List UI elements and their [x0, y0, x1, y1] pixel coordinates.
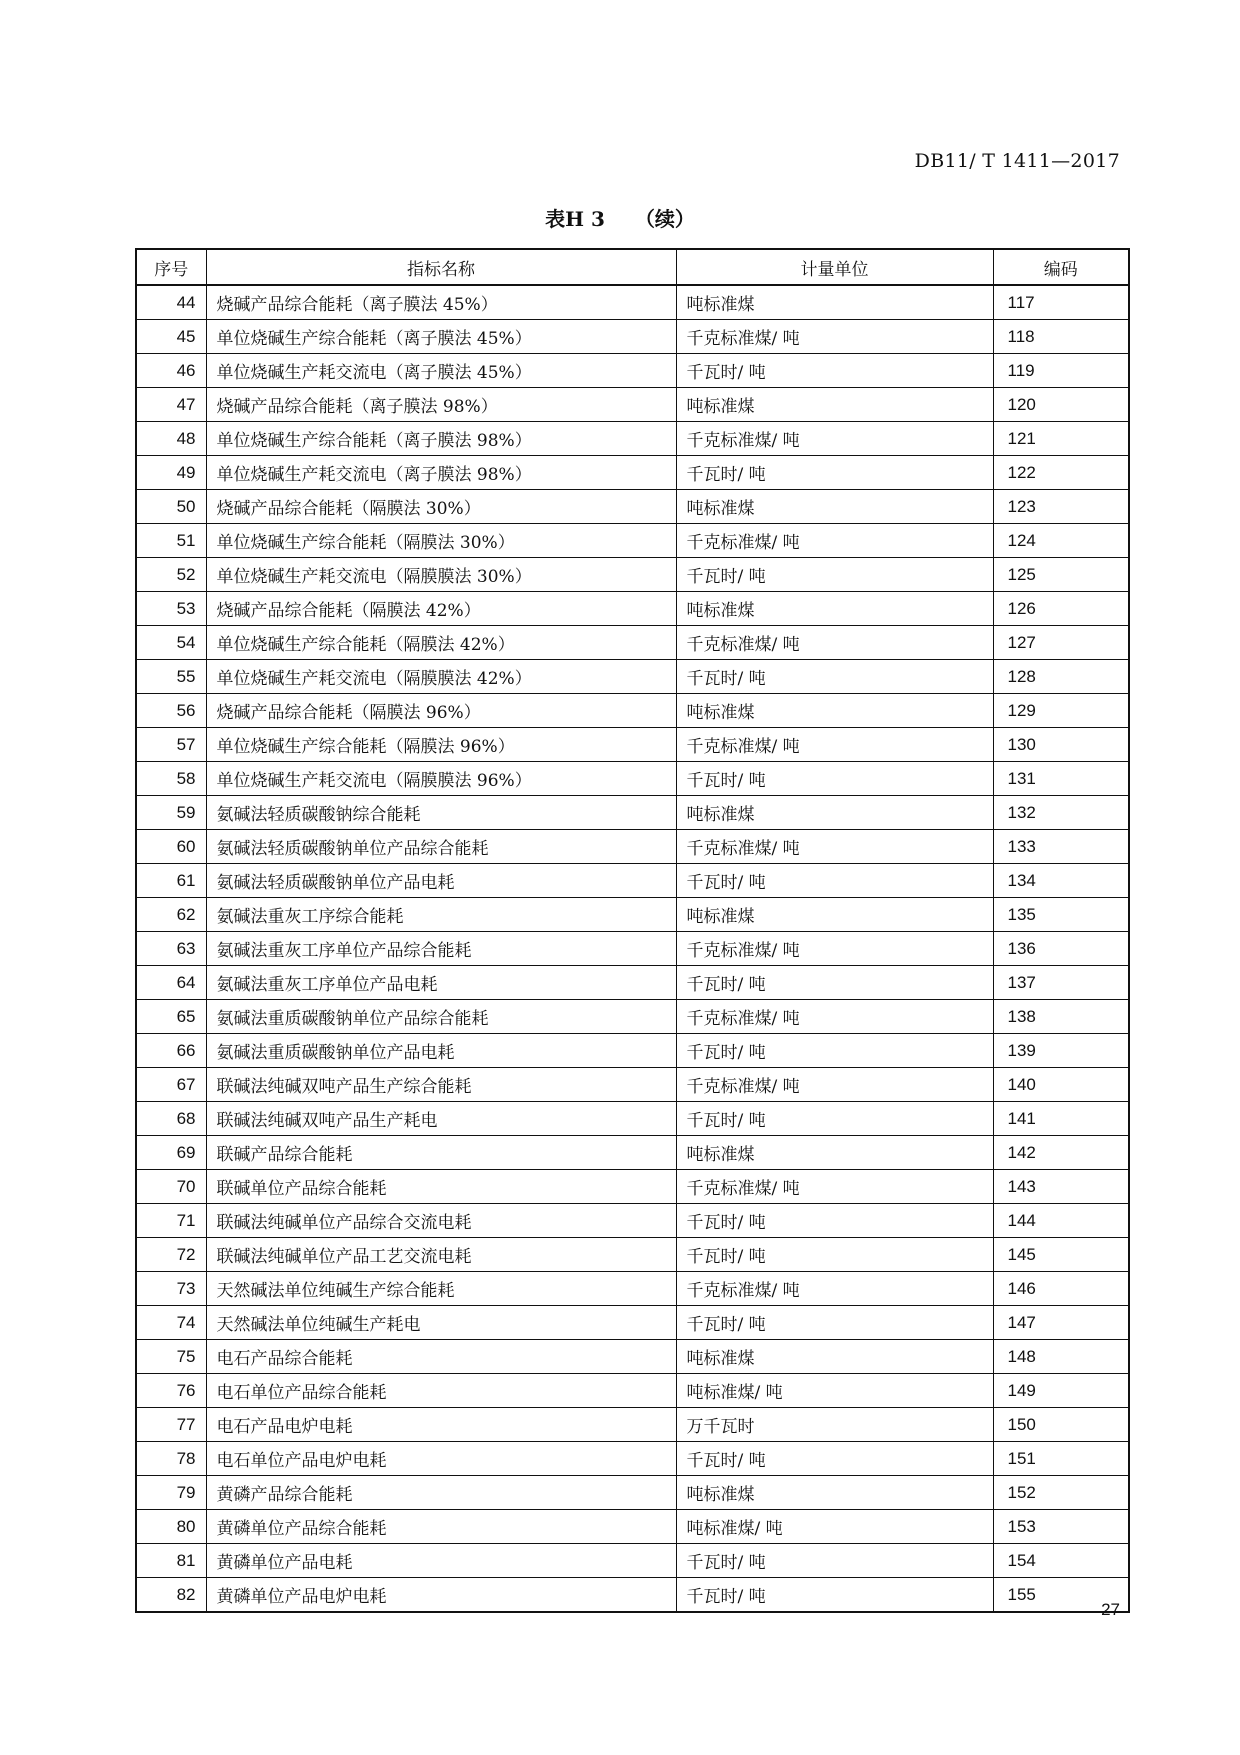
- table-row: [136, 1408, 1129, 1442]
- cell-code: 137: [993, 966, 1129, 1000]
- cell-seq: 52: [136, 558, 206, 592]
- cell-seq: 60: [136, 830, 206, 864]
- cell-unit: 千瓦时/ 吨: [676, 1034, 993, 1068]
- table-row: [136, 1340, 1129, 1374]
- cell-code: 155: [993, 1578, 1129, 1613]
- cell-seq: 57: [136, 728, 206, 762]
- table-body: [136, 285, 1129, 1612]
- table-row: [136, 932, 1129, 966]
- table-row: [136, 626, 1129, 660]
- cell-unit: 吨标准煤: [676, 490, 993, 524]
- cell-seq: 51: [136, 524, 206, 558]
- table-row: [136, 490, 1129, 524]
- cell-seq: 72: [136, 1238, 206, 1272]
- cell-indicator-name: 烧碱产品综合能耗（离子膜法 45%）: [206, 285, 676, 320]
- cell-indicator-name: 氨碱法重灰工序单位产品综合能耗: [206, 932, 676, 966]
- cell-seq: 82: [136, 1578, 206, 1613]
- cell-indicator-name: 烧碱产品综合能耗（隔膜法 42%）: [206, 592, 676, 626]
- cell-unit: 千瓦时/ 吨: [676, 1306, 993, 1340]
- table-row: [136, 1170, 1129, 1204]
- cell-code: 147: [993, 1306, 1129, 1340]
- cell-code: 136: [993, 932, 1129, 966]
- cell-unit: 万千瓦时: [676, 1408, 993, 1442]
- cell-unit: 千克标准煤/ 吨: [676, 932, 993, 966]
- cell-indicator-name: 氨碱法轻质碳酸钠单位产品电耗: [206, 864, 676, 898]
- table-row: [136, 1510, 1129, 1544]
- cell-seq: 78: [136, 1442, 206, 1476]
- table-row: [136, 660, 1129, 694]
- cell-unit: 吨标准煤: [676, 592, 993, 626]
- table-row: [136, 320, 1129, 354]
- cell-unit: 吨标准煤: [676, 285, 993, 320]
- cell-seq: 46: [136, 354, 206, 388]
- cell-code: 142: [993, 1136, 1129, 1170]
- cell-indicator-name: 氨碱法重质碳酸钠单位产品综合能耗: [206, 1000, 676, 1034]
- cell-unit: 千瓦时/ 吨: [676, 1544, 993, 1578]
- cell-code: 119: [993, 354, 1129, 388]
- table-row: [136, 388, 1129, 422]
- cell-code: 126: [993, 592, 1129, 626]
- cell-seq: 58: [136, 762, 206, 796]
- cell-unit: 千瓦时/ 吨: [676, 1578, 993, 1613]
- table-row: [136, 1136, 1129, 1170]
- cell-code: 151: [993, 1442, 1129, 1476]
- cell-indicator-name: 电石产品电炉电耗: [206, 1408, 676, 1442]
- cell-seq: 54: [136, 626, 206, 660]
- cell-unit: 吨标准煤: [676, 898, 993, 932]
- cell-code: 139: [993, 1034, 1129, 1068]
- cell-indicator-name: 单位烧碱生产综合能耗（隔膜法 96%）: [206, 728, 676, 762]
- cell-seq: 68: [136, 1102, 206, 1136]
- cell-unit: 吨标准煤: [676, 388, 993, 422]
- table-row: [136, 558, 1129, 592]
- cell-seq: 55: [136, 660, 206, 694]
- cell-indicator-name: 单位烧碱生产耗交流电（隔膜膜法 96%）: [206, 762, 676, 796]
- cell-unit: 千瓦时/ 吨: [676, 558, 993, 592]
- cell-code: 140: [993, 1068, 1129, 1102]
- cell-code: 130: [993, 728, 1129, 762]
- cell-indicator-name: 黄磷产品综合能耗: [206, 1476, 676, 1510]
- cell-indicator-name: 单位烧碱生产综合能耗（隔膜法 42%）: [206, 626, 676, 660]
- page-number: 27: [1101, 1600, 1120, 1619]
- cell-indicator-name: 烧碱产品综合能耗（离子膜法 98%）: [206, 388, 676, 422]
- cell-indicator-name: 联碱产品综合能耗: [206, 1136, 676, 1170]
- cell-indicator-name: 单位烧碱生产耗交流电（隔膜膜法 30%）: [206, 558, 676, 592]
- cell-unit: 千克标准煤/ 吨: [676, 830, 993, 864]
- cell-seq: 49: [136, 456, 206, 490]
- cell-unit: 吨标准煤/ 吨: [676, 1510, 993, 1544]
- cell-code: 117: [993, 285, 1129, 320]
- cell-code: 120: [993, 388, 1129, 422]
- table-row: [136, 830, 1129, 864]
- table-row: [136, 1000, 1129, 1034]
- cell-seq: 56: [136, 694, 206, 728]
- cell-code: 145: [993, 1238, 1129, 1272]
- table-row: [136, 1102, 1129, 1136]
- cell-indicator-name: 单位烧碱生产综合能耗（离子膜法 98%）: [206, 422, 676, 456]
- cell-code: 133: [993, 830, 1129, 864]
- cell-seq: 59: [136, 796, 206, 830]
- cell-unit: 千克标准煤/ 吨: [676, 1000, 993, 1034]
- table-continued-label: （续）: [634, 207, 695, 231]
- table-row: [136, 456, 1129, 490]
- cell-indicator-name: 黄磷单位产品综合能耗: [206, 1510, 676, 1544]
- table-row: [136, 1544, 1129, 1578]
- cell-seq: 71: [136, 1204, 206, 1238]
- table-row: [136, 898, 1129, 932]
- cell-unit: 千克标准煤/ 吨: [676, 626, 993, 660]
- table-row: [136, 966, 1129, 1000]
- cell-code: 152: [993, 1476, 1129, 1510]
- cell-code: 121: [993, 422, 1129, 456]
- table-row: [136, 592, 1129, 626]
- cell-unit: 千克标准煤/ 吨: [676, 524, 993, 558]
- cell-unit: 千克标准煤/ 吨: [676, 1170, 993, 1204]
- cell-indicator-name: 氨碱法重灰工序综合能耗: [206, 898, 676, 932]
- cell-seq: 45: [136, 320, 206, 354]
- cell-indicator-name: 单位烧碱生产综合能耗（隔膜法 30%）: [206, 524, 676, 558]
- cell-seq: 70: [136, 1170, 206, 1204]
- cell-code: 123: [993, 490, 1129, 524]
- cell-seq: 61: [136, 864, 206, 898]
- cell-seq: 48: [136, 422, 206, 456]
- cell-seq: 81: [136, 1544, 206, 1578]
- cell-code: 122: [993, 456, 1129, 490]
- cell-indicator-name: 联碱法纯碱单位产品综合交流电耗: [206, 1204, 676, 1238]
- table-row: [136, 1272, 1129, 1306]
- cell-code: 148: [993, 1340, 1129, 1374]
- column-header-unit: 计量单位: [676, 249, 993, 285]
- cell-indicator-name: 天然碱法单位纯碱生产综合能耗: [206, 1272, 676, 1306]
- table-row: [136, 285, 1129, 320]
- cell-unit: 千克标准煤/ 吨: [676, 1068, 993, 1102]
- cell-indicator-name: 氨碱法重质碳酸钠单位产品电耗: [206, 1034, 676, 1068]
- cell-unit: 千瓦时/ 吨: [676, 1102, 993, 1136]
- cell-unit: 吨标准煤: [676, 1136, 993, 1170]
- table-row: [136, 864, 1129, 898]
- cell-indicator-name: 烧碱产品综合能耗（隔膜法 30%）: [206, 490, 676, 524]
- cell-code: 141: [993, 1102, 1129, 1136]
- cell-code: 143: [993, 1170, 1129, 1204]
- cell-unit: 千瓦时/ 吨: [676, 660, 993, 694]
- cell-code: 138: [993, 1000, 1129, 1034]
- cell-seq: 75: [136, 1340, 206, 1374]
- cell-unit: 千克标准煤/ 吨: [676, 320, 993, 354]
- cell-code: 132: [993, 796, 1129, 830]
- cell-unit: 吨标准煤: [676, 694, 993, 728]
- cell-unit: 千克标准煤/ 吨: [676, 422, 993, 456]
- cell-seq: 79: [136, 1476, 206, 1510]
- cell-indicator-name: 电石单位产品电炉电耗: [206, 1442, 676, 1476]
- table-row: [136, 1306, 1129, 1340]
- cell-code: 124: [993, 524, 1129, 558]
- cell-code: 118: [993, 320, 1129, 354]
- cell-seq: 76: [136, 1374, 206, 1408]
- indicator-table: [135, 248, 1130, 1613]
- cell-unit: 千瓦时/ 吨: [676, 1238, 993, 1272]
- cell-seq: 47: [136, 388, 206, 422]
- cell-seq: 66: [136, 1034, 206, 1068]
- cell-code: 154: [993, 1544, 1129, 1578]
- cell-seq: 53: [136, 592, 206, 626]
- cell-code: 127: [993, 626, 1129, 660]
- cell-seq: 67: [136, 1068, 206, 1102]
- cell-seq: 62: [136, 898, 206, 932]
- cell-indicator-name: 电石单位产品综合能耗: [206, 1374, 676, 1408]
- cell-indicator-name: 单位烧碱生产耗交流电（离子膜法 45%）: [206, 354, 676, 388]
- table-row: [136, 1204, 1129, 1238]
- cell-indicator-name: 联碱法纯碱双吨产品生产综合能耗: [206, 1068, 676, 1102]
- cell-indicator-name: 单位烧碱生产耗交流电（离子膜法 98%）: [206, 456, 676, 490]
- cell-seq: 69: [136, 1136, 206, 1170]
- table-row: [136, 1476, 1129, 1510]
- cell-code: 125: [993, 558, 1129, 592]
- table-header-row: [136, 249, 1129, 285]
- table-title: 表H 3: [545, 207, 605, 231]
- cell-indicator-name: 黄磷单位产品电炉电耗: [206, 1578, 676, 1613]
- cell-code: 131: [993, 762, 1129, 796]
- cell-seq: 63: [136, 932, 206, 966]
- cell-seq: 80: [136, 1510, 206, 1544]
- cell-unit: 千瓦时/ 吨: [676, 864, 993, 898]
- cell-seq: 77: [136, 1408, 206, 1442]
- cell-seq: 65: [136, 1000, 206, 1034]
- cell-unit: 千瓦时/ 吨: [676, 354, 993, 388]
- cell-code: 146: [993, 1272, 1129, 1306]
- table-row: [136, 728, 1129, 762]
- cell-indicator-name: 单位烧碱生产综合能耗（离子膜法 45%）: [206, 320, 676, 354]
- cell-unit: 千瓦时/ 吨: [676, 1204, 993, 1238]
- cell-code: 149: [993, 1374, 1129, 1408]
- cell-code: 135: [993, 898, 1129, 932]
- cell-seq: 64: [136, 966, 206, 1000]
- cell-seq: 44: [136, 285, 206, 320]
- cell-unit: 吨标准煤: [676, 796, 993, 830]
- column-header-code: 编码: [993, 249, 1129, 285]
- table-row: [136, 1442, 1129, 1476]
- cell-unit: 吨标准煤: [676, 1340, 993, 1374]
- cell-unit: 千瓦时/ 吨: [676, 762, 993, 796]
- cell-indicator-name: 联碱单位产品综合能耗: [206, 1170, 676, 1204]
- cell-unit: 千克标准煤/ 吨: [676, 728, 993, 762]
- column-header-name: 指标名称: [206, 249, 676, 285]
- table-row: [136, 1034, 1129, 1068]
- cell-seq: 74: [136, 1306, 206, 1340]
- cell-indicator-name: 氨碱法轻质碳酸钠综合能耗: [206, 796, 676, 830]
- cell-indicator-name: 电石产品综合能耗: [206, 1340, 676, 1374]
- cell-code: 134: [993, 864, 1129, 898]
- cell-unit: 吨标准煤/ 吨: [676, 1374, 993, 1408]
- cell-indicator-name: 氨碱法轻质碳酸钠单位产品综合能耗: [206, 830, 676, 864]
- cell-code: 128: [993, 660, 1129, 694]
- cell-unit: 千克标准煤/ 吨: [676, 1272, 993, 1306]
- table-row: [136, 796, 1129, 830]
- cell-code: 150: [993, 1408, 1129, 1442]
- cell-indicator-name: 烧碱产品综合能耗（隔膜法 96%）: [206, 694, 676, 728]
- table-row: [136, 762, 1129, 796]
- cell-code: 144: [993, 1204, 1129, 1238]
- cell-unit: 吨标准煤: [676, 1476, 993, 1510]
- cell-indicator-name: 单位烧碱生产耗交流电（隔膜膜法 42%）: [206, 660, 676, 694]
- cell-seq: 73: [136, 1272, 206, 1306]
- standard-number: DB11/ T 1411—2017: [914, 150, 1120, 172]
- cell-unit: 千瓦时/ 吨: [676, 966, 993, 1000]
- table-row: [136, 1578, 1129, 1613]
- table-row: [136, 694, 1129, 728]
- cell-indicator-name: 天然碱法单位纯碱生产耗电: [206, 1306, 676, 1340]
- table-caption: [0, 203, 1240, 232]
- table-row: [136, 1374, 1129, 1408]
- column-header-seq: 序号: [136, 249, 206, 285]
- cell-code: 153: [993, 1510, 1129, 1544]
- table-row: [136, 524, 1129, 558]
- table-row: [136, 1238, 1129, 1272]
- cell-code: 129: [993, 694, 1129, 728]
- cell-indicator-name: 联碱法纯碱单位产品工艺交流电耗: [206, 1238, 676, 1272]
- cell-indicator-name: 氨碱法重灰工序单位产品电耗: [206, 966, 676, 1000]
- cell-indicator-name: 黄磷单位产品电耗: [206, 1544, 676, 1578]
- cell-unit: 千瓦时/ 吨: [676, 1442, 993, 1476]
- table-row: [136, 422, 1129, 456]
- table-row: [136, 354, 1129, 388]
- cell-indicator-name: 联碱法纯碱双吨产品生产耗电: [206, 1102, 676, 1136]
- cell-unit: 千瓦时/ 吨: [676, 456, 993, 490]
- table-row: [136, 1068, 1129, 1102]
- cell-seq: 50: [136, 490, 206, 524]
